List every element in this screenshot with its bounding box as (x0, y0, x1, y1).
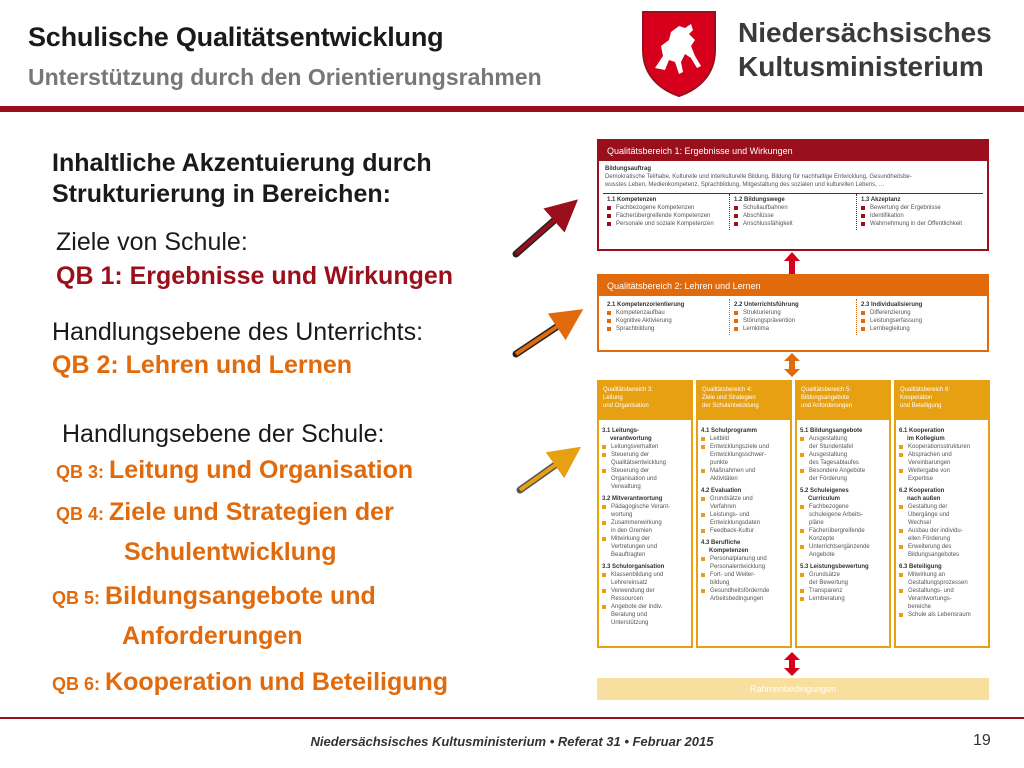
qb1-c3-title: 1.3 Akzeptanz (861, 197, 901, 203)
diagram-qb2 (597, 274, 989, 352)
qb4-head-3: der Schulentwicklung (702, 403, 759, 409)
list-item: Wahrnehmung in der Öffentlichkeit (861, 220, 979, 228)
list-item: Identifikation (861, 212, 979, 220)
diagram-qb2-title: Qualitätsbereich 2: Lehren und Lernen (599, 276, 987, 296)
list-item: Fächerübergreifende (800, 527, 886, 535)
headline-line-2: Strukturierung in Bereichen: (52, 180, 391, 208)
list-item: Grundsätze und (701, 495, 787, 503)
list-item: Maßnahmen und (701, 467, 787, 475)
qb2-c3-title: 2.3 Individualisierung (861, 302, 923, 308)
list-item: Ausbau der individu- (899, 527, 985, 535)
list-item: Unterstützung (611, 620, 649, 626)
list-item: Steuerung der (602, 451, 688, 459)
list-item: Ausgestaltung (800, 451, 886, 459)
list-item: Leistungserfassung (861, 317, 979, 325)
list-item: Übergänge und (908, 512, 950, 518)
qb2-c2-title: 2.2 Unterrichtsführung (734, 302, 799, 308)
qb4-head-1: Qualitätsbereich 4: (702, 387, 753, 393)
qb6-s2b: nach außen (907, 496, 941, 502)
list-item: Gestaltungs- und (899, 587, 985, 595)
list-item: Störungsprävention (734, 317, 852, 325)
qb6-text: Kooperation und Beteiligung (105, 668, 449, 696)
footer-divider (0, 717, 1024, 719)
qb1-auftrag-line-2: wusstes Leben, Medienkompetenz, Sprachbildung, Mitgestaltung des sozialen und kulturellen Lebens, … (605, 182, 885, 188)
qb1-label: QB 1: Ergebnisse und Wirkungen (56, 262, 454, 290)
qb5-s2b: Curriculum (808, 496, 841, 502)
qb1-auftrag-line-1: Demokratische Teilhabe, Kulturelle und interkulturelle Bildung, Bildung für nachhaltige Entwicklung, Gesundheitsbe- (605, 174, 912, 180)
qb3-s2: 3.2 Mitverantwortung (602, 496, 663, 502)
list-item: Kompetenzaufbau (607, 309, 725, 317)
diagram-qb3 (597, 380, 693, 648)
list-item: Abschlüsse (734, 212, 852, 220)
qb6-s1: 6.1 Kooperation (899, 428, 945, 434)
qb6-s2: 6.2 Kooperation (899, 488, 945, 494)
list-item: Leistungs- und (701, 511, 787, 519)
list-item: Leitbild (701, 435, 787, 443)
qb4-head-2: Ziele und Strategien (702, 395, 756, 401)
qb4-s3: 4.3 Berufliche (701, 540, 741, 546)
list-item: Lehrereinsatz (611, 580, 648, 586)
list-item: Verantwortungs- (908, 596, 952, 602)
diagram-qb1 (597, 139, 989, 251)
rahmenbedingungen-bar: Rahmenbedingungen (597, 678, 989, 700)
list-item: der Förderung (809, 476, 848, 482)
qb1-c2-title: 1.2 Bildungswege (734, 197, 785, 203)
list-item: Personalentwicklung (710, 564, 766, 570)
qb5-head-3: und Anforderungen (801, 403, 853, 409)
qb3-s1b: verantwortung (610, 436, 652, 442)
list-item: Kognitive Aktivierung (607, 317, 725, 325)
list-item: Erweiterung des (899, 543, 985, 551)
list-item: Wechsel (908, 520, 931, 526)
teaching-label: Handlungsebene des Unterrichts: (52, 318, 424, 346)
list-item: Feedback-Kultur (701, 527, 787, 535)
list-item: Weitergabe von (899, 467, 985, 475)
qb4-text-line-2: Schulentwicklung (124, 538, 337, 566)
qb5-s3: 5.3 Leistungsbewertung (800, 564, 869, 570)
qb1-auftrag-title: Bildungsauftrag (605, 166, 651, 172)
list-item: Organisation und (611, 476, 657, 482)
list-item: Gesundheitsfördernde (701, 587, 787, 595)
slide-subtitle: Unterstützung durch den Orientierungsrahmen (28, 64, 542, 90)
list-item: Aktivitäten (710, 476, 738, 482)
list-item: Mitwirkung der (602, 535, 688, 543)
list-item: Personale und soziale Kompetenzen (607, 220, 725, 228)
diagram-qb4 (696, 380, 792, 648)
qb6-head-1: Qualitätsbereich 6: (900, 387, 951, 393)
list-item: Pädagogische Verant- (602, 503, 688, 511)
list-item: bildung (710, 580, 730, 586)
headline-line-1: Inhaltliche Akzentuierung durch (52, 149, 432, 177)
double-arrow-icon (784, 652, 800, 676)
list-item: Qualitätsentwicklung (611, 460, 667, 466)
diagram-qb6 (894, 380, 990, 648)
qb5-s2: 5.2 Schuleigenes (800, 488, 849, 494)
list-item: Entwicklungsdaten (710, 520, 761, 526)
up-arrow-icon (784, 252, 800, 274)
list-item: schuleigene Arbeits- (809, 512, 864, 518)
qb3-head-1: Qualitätsbereich 3: (603, 387, 654, 393)
list-item: Bewertung der Ergebnisse (861, 204, 979, 212)
list-item: Vertretungen und (611, 544, 658, 550)
list-item: punkte (710, 460, 729, 466)
qb3-text: Leitung und Organisation (109, 456, 414, 484)
school-label: Handlungsebene der Schule: (62, 420, 385, 448)
qb5-prefix: QB 5: (52, 588, 106, 608)
qb4-s1: 4.1 Schulprogramm (701, 428, 758, 434)
list-item: des Tagesablaufes (809, 460, 859, 466)
list-item: Leitungsverhalten (602, 443, 688, 451)
qb3-s1: 3.1 Leitungs- (602, 428, 640, 434)
list-item: der Stundentafel (809, 444, 854, 450)
list-item: pläne (809, 520, 824, 526)
list-item: Arbeitsbedingungen (710, 596, 764, 602)
qb5-text-line-1: Bildungsangebote und (105, 582, 376, 610)
list-item: Besondere Angebote (800, 467, 886, 475)
diagram-qb1-title: Qualitätsbereich 1: Ergebnisse und Wirkungen (599, 141, 987, 161)
list-item: Expertise (908, 476, 934, 482)
qb6-head-2: Kooperation (900, 395, 933, 401)
ministry-line-1: Niedersächsisches (738, 17, 992, 48)
diagram-qb5 (795, 380, 891, 648)
list-item: Schullaufbahnen (734, 204, 852, 212)
list-item: Fachbezogene Kompetenzen (607, 204, 725, 212)
list-item: Beratung und (611, 612, 648, 618)
list-item: Verwaltung (611, 484, 641, 490)
list-item: wortung (611, 512, 633, 518)
list-item: Steuerung der (602, 467, 688, 475)
list-item: Fort- und Weiter- (701, 571, 787, 579)
list-item: ellen Förderung (908, 536, 951, 542)
list-item: Fächerübergreifende Kompetenzen (607, 212, 725, 220)
qb2-label: QB 2: Lehren und Lernen (52, 351, 353, 379)
qb6-prefix: QB 6: (52, 674, 106, 694)
qb3-prefix: QB 3: (56, 462, 110, 482)
list-item: Gestaltung der (899, 503, 985, 511)
list-item: Transparenz (800, 587, 886, 595)
qb4-s3b: Kompetenzen (709, 548, 749, 554)
list-item: Mitwirkung an (899, 571, 985, 579)
qb1-c1-title: 1.1 Kompetenzen (607, 197, 657, 203)
list-item: Lernberatung (800, 595, 886, 603)
qb2-c1-title: 2.1 Kompetenzorientierung (607, 302, 685, 308)
list-item: bereiche (908, 604, 932, 610)
qb4-s2: 4.2 Evaluation (701, 488, 742, 494)
list-item: Zusammenwirkung (602, 519, 688, 527)
list-item: in den Gremien (611, 528, 653, 534)
list-item: Sprachbildung (607, 325, 725, 333)
list-item: Ressourcen (611, 596, 644, 602)
list-item: Lernklima (734, 325, 852, 333)
list-item: Beauftragten (611, 552, 646, 558)
qb3-head-2: Leitung (603, 395, 623, 401)
list-item: Unterrichtsergänzende (800, 543, 886, 551)
qb5-text-line-2: Anforderungen (122, 622, 303, 650)
list-item: Strukturierung (734, 309, 852, 317)
list-item: Angebote (809, 552, 835, 558)
ministry-line-2: Kultusministerium (738, 51, 984, 82)
list-item: der Bewertung (809, 580, 849, 586)
list-item: Absprachen und (899, 451, 985, 459)
slide-title: Schulische Qualitätsentwicklung (28, 22, 444, 52)
list-item: Schule als Lebensraum (899, 611, 985, 619)
qb3-s3: 3.3 Schulorganisation (602, 564, 665, 570)
list-item: Differenzierung (861, 309, 979, 317)
list-item: Klassenbildung und (602, 571, 688, 579)
list-item: Vereinbarungen (908, 460, 951, 466)
qb6-head-3: und Beteiligung (900, 403, 942, 409)
qb3-head-3: und Organisation (603, 403, 649, 409)
page-number: 19 (973, 732, 991, 749)
qb4-text-line-1: Ziele und Strategien der (109, 498, 394, 526)
qb5-head-1: Qualitätsbereich 5: (801, 387, 852, 393)
footer-text: Niedersächsisches Kultusministerium • Referat 31 • Februar 2015 (310, 734, 714, 749)
list-item: Entwicklungsziele und (701, 443, 787, 451)
list-item: Bildungsangebotes (908, 552, 960, 558)
qb5-s1: 5.1 Bildungsangebote (800, 428, 863, 434)
list-item: Lernbegleitung (861, 325, 979, 333)
list-item: Verfahren (710, 504, 737, 510)
list-item: Personalplanung und (701, 555, 787, 563)
qb6-s3: 6.3 Beteiligung (899, 564, 942, 570)
double-arrow-icon (784, 353, 800, 377)
qb6-s1b: im Kollegium (907, 436, 945, 442)
qb4-prefix: QB 4: (56, 504, 110, 524)
list-item: Ausgestaltung (800, 435, 886, 443)
list-item: Gestaltungsprozessen (908, 580, 968, 586)
list-item: Kooperationsstrukturen (899, 443, 985, 451)
list-item: Grundsätze (800, 571, 886, 579)
list-item: Konzepte (809, 536, 835, 542)
list-item: Entwicklungsschwer- (710, 452, 767, 458)
list-item: Fachbezogene (800, 503, 886, 511)
list-item: Angebote der indiv. (602, 603, 688, 611)
list-item: Anschlussfähigkeit (734, 220, 852, 228)
qb5-head-2: Bildungsangebote (801, 395, 850, 401)
list-item: Verwendung der (602, 587, 688, 595)
goals-label: Ziele von Schule: (56, 228, 248, 256)
